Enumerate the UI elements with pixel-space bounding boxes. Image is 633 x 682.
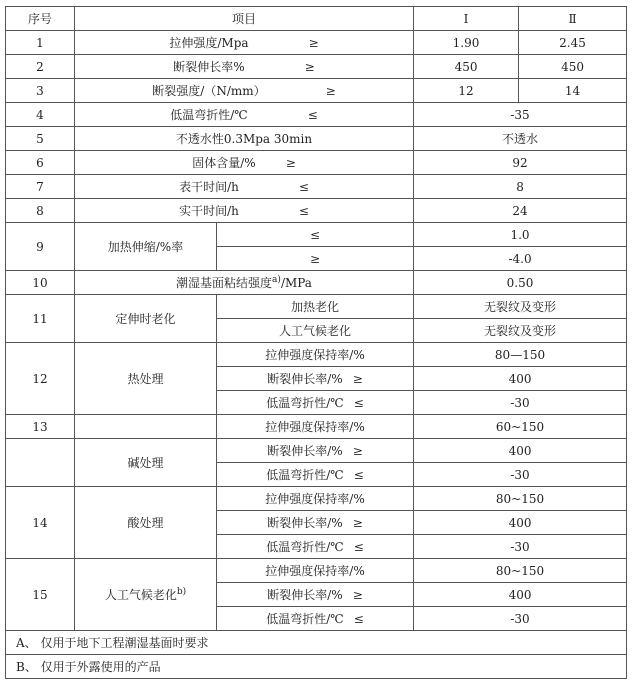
property-cell <box>75 55 414 79</box>
comparator: ≥ <box>352 372 363 386</box>
table-row <box>6 343 627 367</box>
value-shared: 80—150 <box>414 343 627 367</box>
property-unit: /MPa <box>280 276 312 290</box>
value-type-II: 450 <box>519 55 627 79</box>
sub-property: 低温弯折性/℃ <box>266 396 344 410</box>
table-row <box>6 487 627 511</box>
sub-property-cell <box>217 535 414 559</box>
comparator: ≥ <box>285 156 296 170</box>
value-shared: 80~150 <box>414 559 627 583</box>
property-label: 酸处理 <box>75 487 217 559</box>
value-shared: -4.0 <box>414 247 627 271</box>
spec-table <box>5 6 627 679</box>
property-cell <box>75 103 414 127</box>
value-shared: 24 <box>414 199 627 223</box>
table-row <box>6 103 627 127</box>
value-shared: 60~150 <box>414 415 627 439</box>
sub-property: 断裂伸长率/% <box>267 444 343 458</box>
property-label: 表干时间/h <box>179 180 239 194</box>
sub-property-cell <box>217 367 414 391</box>
sub-property-cell <box>217 511 414 535</box>
row-number: 7 <box>6 175 75 199</box>
sub-property: 拉伸强度保持率/% <box>217 415 414 439</box>
sub-property-cell <box>217 391 414 415</box>
comparator: ≤ <box>307 108 318 122</box>
row-number: 13 <box>6 415 75 439</box>
comparator: ≤ <box>353 468 364 482</box>
property-label: 低温弯折性/℃ <box>170 108 248 122</box>
sub-property-cell <box>217 583 414 607</box>
row-number: 8 <box>6 199 75 223</box>
value-shared: -30 <box>414 463 627 487</box>
sub-property: 拉伸强度保持率/% <box>217 559 414 583</box>
footnote-b: B、 仅用于外露使用的产品 <box>6 655 627 679</box>
value-shared: -35 <box>414 103 627 127</box>
property-label: 断裂强度/（N/mm） <box>152 84 266 98</box>
property-label: 实干时间/h <box>179 204 239 218</box>
table-row <box>6 223 627 247</box>
table-row <box>6 415 627 439</box>
comparator: ≤ <box>217 223 414 247</box>
value-shared: 0.50 <box>414 271 627 295</box>
sub-property: 低温弯折性/℃ <box>266 468 344 482</box>
table-row <box>6 175 627 199</box>
header-row <box>6 7 627 31</box>
comparator: ≥ <box>352 444 363 458</box>
row-number: 5 <box>6 127 75 151</box>
header-no: 序号 <box>6 7 75 31</box>
comparator: ≥ <box>308 36 319 50</box>
row-number: 15 <box>6 559 75 631</box>
property-cell <box>75 151 414 175</box>
comparator: ≥ <box>217 247 414 271</box>
property-label: 加热伸缩/%率 <box>75 223 217 271</box>
property-cell <box>75 271 414 295</box>
comparator: ≥ <box>304 60 315 74</box>
property-label: 固体含量/% <box>192 156 256 170</box>
value-shared: -30 <box>414 607 627 631</box>
value-shared: 80~150 <box>414 487 627 511</box>
sub-property: 拉伸强度保持率/% <box>217 487 414 511</box>
sub-property: 加热老化 <box>217 295 414 319</box>
table-row <box>6 127 627 151</box>
row-number: 2 <box>6 55 75 79</box>
property-label: 不透水性0.3Mpa 30min <box>75 127 414 151</box>
row-number: 12 <box>6 343 75 415</box>
sub-property: 拉伸强度保持率/% <box>217 343 414 367</box>
value-type-I: 12 <box>414 79 519 103</box>
comparator: ≤ <box>298 204 309 218</box>
value-shared: 1.0 <box>414 223 627 247</box>
table-row <box>6 79 627 103</box>
row-number: 6 <box>6 151 75 175</box>
row-number: 14 <box>6 487 75 559</box>
property-label: 拉伸强度/Mpa <box>169 36 249 50</box>
property-label: 碱处理 <box>75 439 217 487</box>
value-shared: -30 <box>414 535 627 559</box>
value-shared: 无裂纹及变形 <box>414 295 627 319</box>
property-label: 人工气候老化 <box>104 588 177 602</box>
sub-property: 断裂伸长率/% <box>267 588 343 602</box>
row-number: 9 <box>6 223 75 271</box>
property-cell <box>75 79 414 103</box>
comparator: ≥ <box>352 588 363 602</box>
property-label: 定伸时老化 <box>75 295 217 343</box>
value-shared: 92 <box>414 151 627 175</box>
comparator: ≤ <box>353 540 364 554</box>
footnote-row <box>6 655 627 679</box>
property-cell <box>75 559 217 631</box>
sub-property: 低温弯折性/℃ <box>266 612 344 626</box>
comparator: ≤ <box>298 180 309 194</box>
property-cell <box>75 199 414 223</box>
sub-property: 断裂伸长率/% <box>267 516 343 530</box>
header-item: 项目 <box>75 7 414 31</box>
table-row <box>6 439 627 463</box>
property-cell <box>75 175 414 199</box>
value-type-I: 450 <box>414 55 519 79</box>
value-shared: 8 <box>414 175 627 199</box>
footnote-row <box>6 631 627 655</box>
table-row <box>6 199 627 223</box>
property-label: 潮湿基面粘结强度 <box>176 276 273 290</box>
property-cell <box>75 31 414 55</box>
value-shared: -30 <box>414 391 627 415</box>
footnote-ref: a) <box>272 275 281 285</box>
value-shared: 400 <box>414 511 627 535</box>
value-type-I: 1.90 <box>414 31 519 55</box>
value-shared: 无裂纹及变形 <box>414 319 627 343</box>
comparator: ≤ <box>353 612 364 626</box>
table-row <box>6 559 627 583</box>
property-label: 断裂伸长率% <box>173 60 245 74</box>
sub-property: 低温弯折性/℃ <box>266 540 344 554</box>
row-number: 1 <box>6 31 75 55</box>
row-number: 4 <box>6 103 75 127</box>
comparator: ≥ <box>352 516 363 530</box>
property-label: 热处理 <box>75 343 217 415</box>
sub-property-cell <box>217 439 414 463</box>
empty-cell <box>6 439 75 487</box>
table-row <box>6 55 627 79</box>
row-number: 3 <box>6 79 75 103</box>
header-type-I: Ⅰ <box>414 7 519 31</box>
table-row <box>6 271 627 295</box>
sub-property-cell <box>217 607 414 631</box>
table-row <box>6 151 627 175</box>
row-number: 10 <box>6 271 75 295</box>
comparator: ≥ <box>325 84 336 98</box>
table-row <box>6 31 627 55</box>
header-type-II: Ⅱ <box>519 7 627 31</box>
empty-cell <box>75 415 217 439</box>
value-shared: 400 <box>414 583 627 607</box>
footnote-ref: b) <box>176 587 187 597</box>
sub-property: 断裂伸长率/% <box>267 372 343 386</box>
value-type-II: 2.45 <box>519 31 627 55</box>
value-shared: 不透水 <box>414 127 627 151</box>
comparator: ≤ <box>353 396 364 410</box>
value-shared: 400 <box>414 439 627 463</box>
row-number: 11 <box>6 295 75 343</box>
table-row <box>6 295 627 319</box>
sub-property-cell <box>217 463 414 487</box>
value-shared: 400 <box>414 367 627 391</box>
sub-property: 人工气候老化 <box>217 319 414 343</box>
footnote-a: A、 仅用于地下工程潮湿基面时要求 <box>6 631 627 655</box>
value-type-II: 14 <box>519 79 627 103</box>
